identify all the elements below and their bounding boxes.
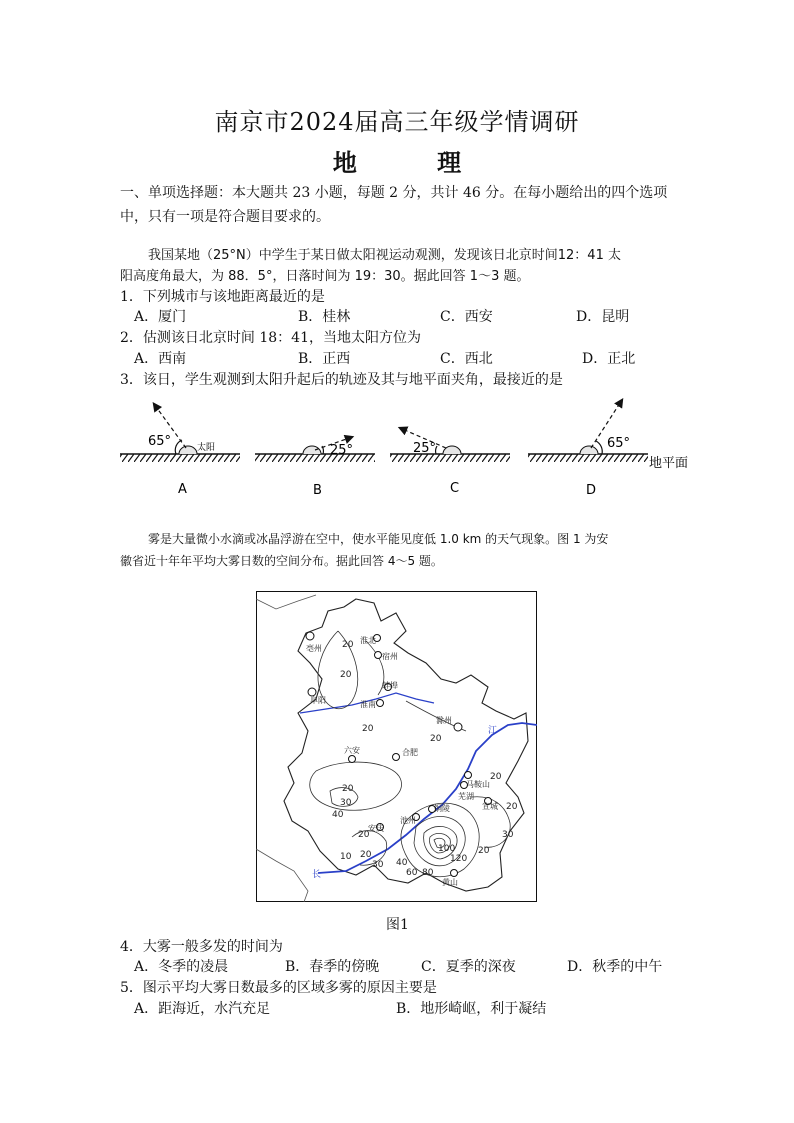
city-tongling: 铜陵 bbox=[434, 804, 450, 813]
q2-option-b: B．正西 bbox=[298, 351, 351, 367]
section-instructions-line1: 一、单项选择题：本大题共 23 小题，每题 2 分，共计 46 分。在每小题给出的四个选项 bbox=[120, 185, 668, 201]
question-2: 2．估测该日北京时间 18：41，当地太阳方位为 bbox=[120, 330, 421, 346]
q4-option-d: D．秋季的中午 bbox=[567, 959, 663, 975]
contour-label: 20 bbox=[342, 784, 354, 794]
question-3: 3．该日，学生观测到太阳升起后的轨迹及其与地平面夹角，最接近的是 bbox=[120, 372, 563, 388]
city-chuzhou: 滁州 bbox=[436, 716, 452, 725]
contour-label: 20 bbox=[362, 724, 374, 734]
q5-option-b: B．地形崎岖，利于凝结 bbox=[396, 1001, 547, 1017]
contour-label: 20 bbox=[342, 640, 354, 650]
city-chizhou: 池州 bbox=[400, 816, 416, 825]
section-instructions-line2: 中，只有一项是符合题目要求的。 bbox=[120, 209, 330, 225]
city-maanshan: 马鞍山 bbox=[466, 780, 490, 789]
contour-label: 10 bbox=[340, 852, 352, 862]
contour-label: 20 bbox=[478, 846, 490, 856]
sun-path-diagram bbox=[110, 390, 710, 505]
q1-option-b: B．桂林 bbox=[298, 309, 351, 325]
contour-label: 20 bbox=[340, 670, 352, 680]
panel-b-angle: 25° bbox=[330, 443, 354, 458]
panel-d-angle: 65° bbox=[607, 436, 631, 451]
q1-option-a: A．厦门 bbox=[134, 309, 187, 325]
q5-option-a: A．距海近，水汽充足 bbox=[134, 1001, 271, 1017]
ground-label: 地平面 bbox=[649, 456, 689, 471]
city-huaibei: 淮北 bbox=[360, 636, 376, 645]
city-bozhou: 亳州 bbox=[306, 644, 322, 653]
city-luan: 六安 bbox=[344, 746, 360, 755]
city-huangshan: 黄山 bbox=[442, 878, 458, 887]
contour-label: 20 bbox=[490, 772, 502, 782]
city-xuancheng: 宣城 bbox=[482, 802, 498, 811]
city-wuhu: 芜湖 bbox=[458, 792, 474, 801]
contour-label: 20 bbox=[358, 830, 370, 840]
q1-option-d: D．昆明 bbox=[576, 309, 630, 325]
panel-c-angle: 25° bbox=[413, 441, 437, 456]
q2-option-c: C．西北 bbox=[440, 351, 493, 367]
contour-label: 20 bbox=[430, 734, 442, 744]
q1-option-c: C．西安 bbox=[440, 309, 493, 325]
city-anqing: 安庆 bbox=[368, 824, 384, 833]
panel-c-letter: C bbox=[450, 481, 460, 496]
q4-option-a: A．冬季的凌晨 bbox=[134, 959, 229, 975]
question-1: 1．下列城市与该地距离最近的是 bbox=[120, 289, 325, 305]
contour-label: 40 bbox=[332, 810, 344, 820]
contour-label: 30 bbox=[340, 798, 352, 808]
contour-label: 20 bbox=[360, 850, 372, 860]
panel-a-sun-label: 太阳 bbox=[197, 443, 216, 453]
question-5: 5．图示平均大雾日数最多的区域多雾的原因主要是 bbox=[120, 980, 437, 996]
city-bengbu: 蚌埠 bbox=[382, 681, 398, 690]
stem1-line1: 我国某地（25°N）中学生于某日做太阳视运动观测，发现该日北京时间12：41 太 bbox=[148, 248, 621, 263]
diagram-panel-d bbox=[528, 400, 648, 462]
city-huainan: 淮南 bbox=[360, 700, 376, 709]
paper-title: 南京市2024届高三年级学情调研 bbox=[214, 108, 580, 136]
contour-label: 120 bbox=[450, 854, 468, 864]
q2-option-d: D．正北 bbox=[582, 351, 636, 367]
city-suzhou: 宿州 bbox=[382, 652, 398, 661]
q2-option-a: A．西南 bbox=[134, 351, 187, 367]
q4-option-b: B．春季的傍晚 bbox=[285, 959, 380, 975]
contour-label: 60 bbox=[406, 868, 418, 878]
river-label-jiang: 江 bbox=[488, 726, 498, 736]
panel-a-letter: A bbox=[178, 482, 187, 497]
panel-b-letter: B bbox=[313, 483, 322, 498]
stem2-line2: 徽省近十年年平均大雾日数的空间分布。据此回答 4～5 题。 bbox=[120, 554, 443, 568]
stem2-line1: 雾是大量微小水滴或冰晶浮游在空中，使水平能见度低 1.0 km 的天气现象。图 1 为安 bbox=[148, 532, 609, 546]
contour-label: 40 bbox=[396, 858, 408, 868]
city-fuyang: 阜阳 bbox=[310, 696, 326, 705]
contour-label: 20 bbox=[506, 802, 518, 812]
anhui-fog-map bbox=[256, 591, 537, 902]
stem1-line2: 阳高度角最大，为 88．5°，日落时间为 19：30。据此回答 1～3 题。 bbox=[120, 269, 530, 284]
city-hefei: 合肥 bbox=[402, 748, 418, 757]
contour-label: 80 bbox=[422, 868, 434, 878]
q4-option-c: C．夏季的深夜 bbox=[421, 959, 516, 975]
diagram-panel-b bbox=[255, 437, 375, 462]
subject-title: 地 理 bbox=[332, 148, 498, 177]
contour-label: 100 bbox=[438, 844, 456, 854]
panel-a-angle: 65° bbox=[148, 434, 172, 449]
panel-d-letter: D bbox=[586, 483, 597, 498]
diagram-panel-a bbox=[120, 404, 240, 462]
contour-label: 30 bbox=[372, 860, 384, 870]
figure-caption: 图1 bbox=[386, 917, 409, 933]
question-4: 4．大雾一般多发的时间为 bbox=[120, 939, 283, 955]
diagram-panel-c bbox=[390, 428, 510, 462]
contour-label: 30 bbox=[502, 830, 514, 840]
river-label-chang: 长 bbox=[312, 870, 322, 880]
